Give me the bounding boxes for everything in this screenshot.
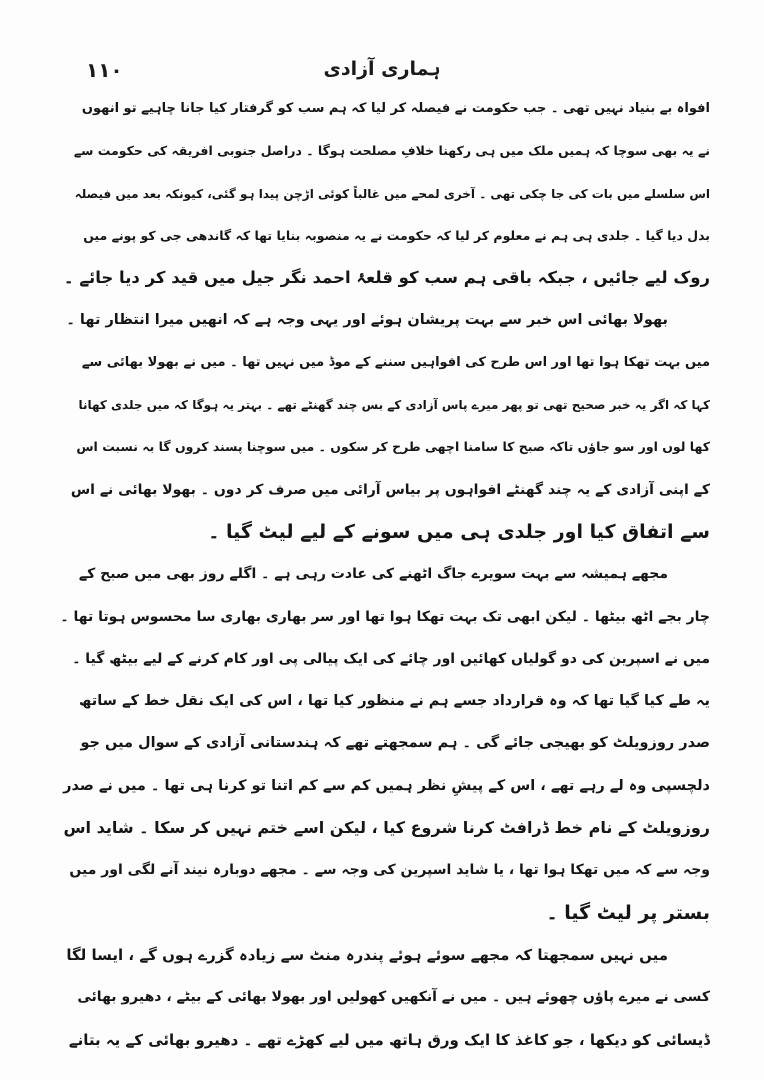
- text-line: افواہ بے بنیاد نہیں تھی ۔ جب حکومت نے فیصلہ کر لیا کہ ہم سب کو گرفتار کیا جانا چاہیے تو انھوں: [81, 101, 710, 116]
- text-line: بستر پر لیٹ گیا ۔: [546, 901, 710, 924]
- body-text: [60, 88, 710, 1061]
- text-line: دلچسپی وہ لے رہے تھے ، اس کے پیشِ نظر ہمیں کم سے کم اتنا تو کرنا ہی تھا ۔ میں نے صدر: [63, 777, 710, 794]
- text-line: کھا لوں اور سو جاؤں تاکہ صبح کا سامنا اچھی طرح کر سکوں ۔ میں سوچنا پسند کروں گا بہ نسبت اس: [76, 439, 710, 455]
- text-line: کہا کہ اگر یہ خبر صحیح تھی تو پھر میرے پاس آزادی کے بس چند گھنٹے تھے ۔ بہتر یہ ہوگا کہ میں جلدی کھانا: [78, 398, 710, 413]
- text-line: کسی نے میرے پاؤں چھوئے ہیں ۔ میں نے آنکھیں کھولیں اور بھولا بھائی کے بیٹے ، دھیرو بھائی: [77, 989, 710, 1006]
- text-line: بدل دیا گیا ۔ جلدی ہی ہم نے معلوم کر لیا کہ حکومت نے یہ منصوبہ بنایا تھا کہ گاندھی جی کو پونے میں: [83, 227, 710, 243]
- text-line: میں بہت تھکا ہوا تھا اور اس طرح کی افواہیں سننے کے موڈ میں نہیں تھا ۔ میں نے بھولا بھائی سے: [81, 354, 710, 370]
- text-line: صدر روزویلٹ کو بھیجی جائے گی ۔ ہم سمجھتے تھے کہ ہندستانی آزادی کے سوال میں جو: [80, 735, 710, 752]
- text-line: سے اتفاق کیا اور جلدی ہی میں سونے کے لیے لیٹ گیا ۔: [208, 520, 710, 543]
- text-line: روک لیے جائیں ، جبکہ باقی ہم سب کو قلعۂ احمد نگر جیل میں قید کر دیا جائے ۔: [63, 268, 710, 288]
- page-header: [60, 58, 704, 88]
- text-line: روزویلٹ کے نام خط ڈرافٹ کرنا شروع کیا ، لیکن اسے ختم نہیں کر سکا ۔ شاید اس: [63, 818, 710, 838]
- page-number: ۱۱۰: [86, 58, 123, 82]
- text-line: چار بجے اٹھ بیٹھا ۔ لیکن ابھی تک بہت تھکا ہوا تھا اور سر بھاری بھاری سا محسوس ہوتا تھا ۔: [60, 608, 710, 625]
- running-title: ہماری آزادی: [323, 58, 441, 80]
- text-line: ڈیسائی کو دیکھا ، جو کاغذ کا ایک ورق ہاتھ میں لیے کھڑے تھے ۔ دھیرو بھائی کے یہ بتانے: [68, 1030, 710, 1049]
- text-line: بھولا بھائی اس خبر سے بہت پریشان ہوئے اور یہی وجہ ہے کہ انھیں میرا انتظار تھا ۔: [66, 312, 668, 329]
- text-line: مجھے ہمیشہ سے بہت سویرے جاگ اٹھنے کی عادت رہی ہے ۔ اگلے روز بھی میں صبح کے: [78, 566, 668, 583]
- text-line: کے اپنی آزادی کے یہ چند گھنٹے افواہوں پر بیاس آرائی میں صرف کر دوں ۔ بھولا بھائی نے اس: [70, 481, 710, 498]
- text-line: اس سلسلے میں بات کی جا چکی تھی ۔ آخری لمحے میں غالباً کوئی اڑچن پیدا ہو گئی، کیونکہ بعد میں فیصلہ: [74, 186, 710, 201]
- text-line: یہ طے کیا گیا تھا کہ وہ قرارداد جسے ہم نے منظور کیا تھا ، اس کی ایک نقل خط کے ساتھ: [79, 693, 710, 710]
- text-line: نے یہ بھی سوچا کہ ہمیں ملک میں ہی رکھنا خلافِ مصلحت ہوگا ۔ دراصل جنوبی افریقہ کی حکومت سے: [73, 143, 710, 159]
- text-line: میں نہیں سمجھتا کہ مجھے سوئے ہوئے پندرہ منٹ سے زیادہ گزرے ہوں گے ، ایسا لگا: [66, 945, 668, 964]
- text-line: میں نے اسپرین کی دو گولیاں کھائیں اور چائے کی ایک پیالی پی اور کام کرنے کے لیے بیٹھ گیا ۔: [72, 650, 710, 667]
- text-line: وجہ سے کہ میں تھکا ہوا تھا ، یا شاید اسپرین کی وجہ سے ۔ مجھے دوبارہ نیند آنے لگی اور میں: [69, 862, 710, 879]
